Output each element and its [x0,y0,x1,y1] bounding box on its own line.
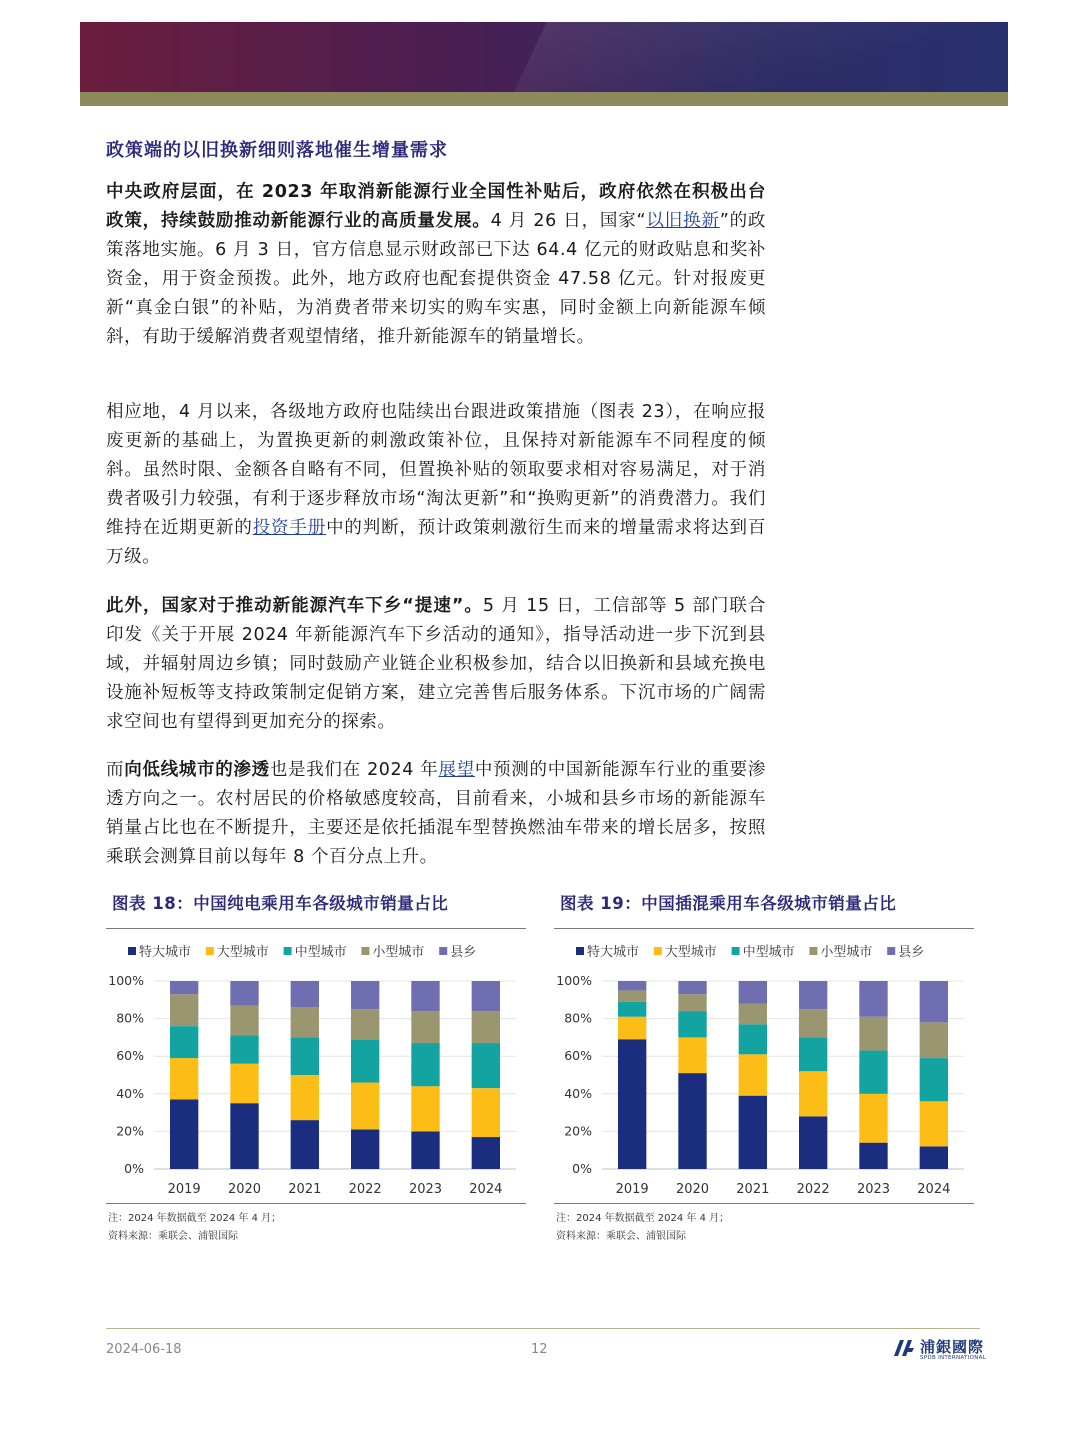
bar-2021-3 [739,1004,767,1025]
bar-2024-0 [920,1146,948,1169]
x-tick-label-2: 2021 [288,1182,322,1197]
bar-2024-1 [472,1088,500,1137]
legend-swatch-1 [654,947,662,955]
bar-2020-2 [230,1036,258,1064]
bar-2019-1 [618,1017,646,1040]
bar-2019-3 [170,994,198,1026]
bar-2021-2 [291,1037,319,1075]
bar-2020-4 [678,981,706,994]
bar-2020-4 [230,981,258,1005]
p3-text-1: 5 月 15 日，工信部等 5 部门联合印发《关于开展 2024 年新能源汽车下乡活动的通知》，指导活动进一步下沉到县域，并辐射周边乡镇；同时鼓励产业链企业积极参加，结合以旧换新和县域充换电设施补短板等支持政策制定促销方案，建立完善售后服务体系。下沉市场的广阔需求空间也有望得到更加充分的探索。 [106,596,766,732]
bar-2022-3 [799,1009,827,1037]
legend-label-2: 中型城市 [294,945,347,960]
p3-bold: 此外，国家对于推动新能源汽车下乡“提速”。 [106,596,483,616]
y-tick-label-5: 100% [108,973,144,988]
legend-label-0: 特大城市 [587,945,640,960]
legend-label-3: 小型城市 [820,945,873,960]
p4-text-0: 而 [106,760,125,780]
y-tick-label-2: 40% [116,1085,144,1101]
legend-swatch-0 [128,947,136,955]
logo-subtitle: SPDB INTERNATIONAL [920,1355,987,1361]
bar-2021-1 [739,1054,767,1095]
figure-18 [106,890,526,1246]
link-touzishouce[interactable]: 投资手册 [252,518,327,538]
y-tick-label-5: 100% [556,973,592,988]
bar-2022-4 [351,981,379,1009]
x-tick-label-4: 2023 [408,1182,443,1197]
bar-2024-2 [920,1058,948,1101]
bar-2020-3 [230,1005,258,1035]
figure-18-bottom-rule [106,1203,526,1204]
chart-bev-city-tier [106,929,526,1199]
y-tick-label-4: 80% [564,1010,592,1026]
x-tick-label-0: 2019 [615,1182,649,1197]
bar-2019-2 [618,1002,646,1017]
figure-18-title: 图表 18：中国纯电乘用车各级城市销量占比 [112,894,449,913]
bar-2021-4 [739,981,767,1004]
bar-2024-3 [472,1011,500,1043]
bar-2022-2 [799,1037,827,1071]
bar-2021-2 [739,1024,767,1054]
y-tick-label-0: 0% [124,1161,144,1176]
figure-19-source: 资料来源：乘联会、浦银国际 [556,1231,686,1242]
legend-label-2: 中型城市 [742,945,795,960]
x-tick-label-4: 2023 [856,1182,891,1197]
legend-label-4: 县乡 [898,945,925,960]
p2-text-1: 相应地，4 月以来，各级地方政府也陆续出台跟进政策措施（图表 23），在响应报废更新的基础上，为置换更新的刺激政策补位，且保持对新能源车不同程度的倾斜。虽然时限、金额各自略有不同，但置换补贴的领取要求相对容易满足，对于消费者吸引力较强，有利于逐步释放市场“淘汰更新”和“换购更新”的消费潜力。我们维持在近期更新的 [106,402,766,538]
bar-2023-1 [859,1094,887,1143]
figure-18-note: 注：2024 年数据截至 2024 年 4 月； [108,1213,282,1224]
logo-name: 浦銀國際 [920,1338,985,1356]
p1-text-1: 4 月 26 日，国家“ [490,211,647,231]
bar-2020-2 [678,1011,706,1037]
bar-2023-4 [411,981,439,1011]
bar-2024-4 [920,981,948,1022]
y-tick-label-1: 20% [564,1123,592,1139]
bar-2023-1 [411,1086,439,1131]
p1-text-2: ”的政策落地实施。6 月 3 日，官方信息显示财政部已下达 64.4 亿元的财政贴息和奖补资金，用于资金预拨。此外，地方政府也配套提供资金 47.58 亿元。针对报废更新“真金白银”的补贴，为消费者带来切实的购车实惠，同时金额上向新能源车倾斜，有助于缓解消费者观望情绪，推升新能源车的销量增长。 [106,211,766,347]
bar-2019-4 [618,981,646,990]
x-tick-label-5: 2024 [917,1182,951,1197]
x-tick-label-1: 2020 [675,1182,710,1197]
legend-swatch-4 [887,947,895,955]
bar-2021-0 [739,1096,767,1169]
bar-2021-0 [291,1120,319,1169]
bar-2021-3 [291,1007,319,1037]
bar-2023-3 [411,1011,439,1043]
bar-2023-3 [859,1017,887,1051]
link-yijiuhuanxin[interactable]: 以旧换新 [646,211,720,231]
legend-label-1: 大型城市 [664,945,717,960]
figure-19-title: 图表 19：中国插混乘用车各级城市销量占比 [560,894,897,913]
legend-label-3: 小型城市 [372,945,425,960]
bar-2020-1 [230,1064,258,1103]
spdb-logo-icon [892,1338,916,1358]
paragraph-4 [106,756,766,872]
y-tick-label-2: 40% [564,1085,592,1101]
bar-2022-1 [799,1071,827,1116]
bar-2024-2 [472,1043,500,1088]
bar-2024-3 [920,1022,948,1058]
bar-2023-4 [859,981,887,1017]
legend-label-4: 县乡 [450,945,477,960]
bar-2022-0 [351,1130,379,1169]
y-tick-label-0: 0% [572,1161,592,1176]
spdb-logo [892,1336,1002,1362]
x-tick-label-3: 2022 [796,1182,830,1197]
figure-18-source: 资料来源：乘联会、浦银国际 [108,1231,238,1242]
paragraph-2 [106,398,766,572]
bar-2022-0 [799,1116,827,1169]
bar-2022-2 [351,1039,379,1082]
footer-rule [106,1328,980,1329]
bar-2019-2 [170,1026,198,1058]
p2-text-2: 中的判断，预计政策刺激衍生而来的增量需求将达到百万级。 [106,518,766,567]
bar-2022-3 [351,1009,379,1039]
legend-swatch-2 [284,947,292,955]
legend-label-0: 特大城市 [139,945,192,960]
bar-2020-0 [230,1103,258,1169]
bar-2024-4 [472,981,500,1011]
legend-swatch-0 [576,947,584,955]
x-tick-label-0: 2019 [167,1182,201,1197]
x-tick-label-5: 2024 [469,1182,503,1197]
bar-2022-1 [351,1083,379,1130]
figure-19-note: 注：2024 年数据截至 2024 年 4 月； [556,1213,730,1224]
bar-2020-0 [678,1073,706,1169]
p4-text-2: 中预测的中国新能源车行业的重要渗透方向之一。农村居民的价格敏感度较高，目前看来，小城和县乡市场的新能源车销量占比也在不断提升，主要还是依托插混车型替换燃油车带来的增长居多，按照乘联会测算目前以每年 8 个百分点上升。 [106,760,766,867]
bar-2023-2 [859,1051,887,1094]
legend-label-1: 大型城市 [216,945,269,960]
figure-19 [554,890,974,1246]
p4-bold: 向低线城市的渗透 [124,760,270,780]
legend-swatch-3 [809,947,817,955]
y-tick-label-1: 20% [116,1123,144,1139]
bar-2021-1 [291,1075,319,1120]
legend-swatch-4 [439,947,447,955]
bar-2023-2 [411,1043,439,1086]
bar-2019-1 [170,1058,198,1099]
legend-swatch-1 [206,947,214,955]
bar-2020-1 [678,1037,706,1073]
section-title: 政策端的以旧换新细则落地催生增量需求 [106,140,448,161]
x-tick-label-1: 2020 [227,1182,262,1197]
bar-2019-0 [170,1099,198,1169]
bar-2021-4 [291,981,319,1007]
paragraph-3 [106,592,766,737]
figure-19-bottom-rule [554,1203,974,1204]
bar-2023-0 [411,1131,439,1169]
x-tick-label-2: 2021 [736,1182,770,1197]
bar-2023-0 [859,1143,887,1169]
p4-text-1: 也是我们在 2024 年 [269,760,439,780]
page-number: 12 [531,1342,548,1357]
paragraph-1 [106,178,766,352]
y-tick-label-3: 60% [116,1048,144,1064]
y-tick-label-4: 80% [116,1010,144,1026]
p1-bold: 中央政府层面，在 2023 年取消新能源行业全国性补贴后，政府依然在积极出台政策，持续鼓励推动新能源行业的高质量发展。 [106,182,766,231]
bar-2024-0 [472,1137,500,1169]
bar-2019-0 [618,1039,646,1169]
bar-2019-3 [618,990,646,1001]
link-zhanwang[interactable]: 展望 [438,760,475,780]
legend-swatch-2 [732,947,740,955]
footer-date: 2024-06-18 [106,1342,182,1357]
header-banner [80,22,1008,92]
x-tick-label-3: 2022 [348,1182,382,1197]
legend-swatch-3 [361,947,369,955]
bar-2022-4 [799,981,827,1009]
bar-2020-3 [678,994,706,1011]
y-tick-label-3: 60% [564,1048,592,1064]
bar-2019-4 [170,981,198,994]
header-stripe [80,92,1008,106]
bar-2024-1 [920,1101,948,1146]
chart-phev-city-tier [554,929,974,1199]
